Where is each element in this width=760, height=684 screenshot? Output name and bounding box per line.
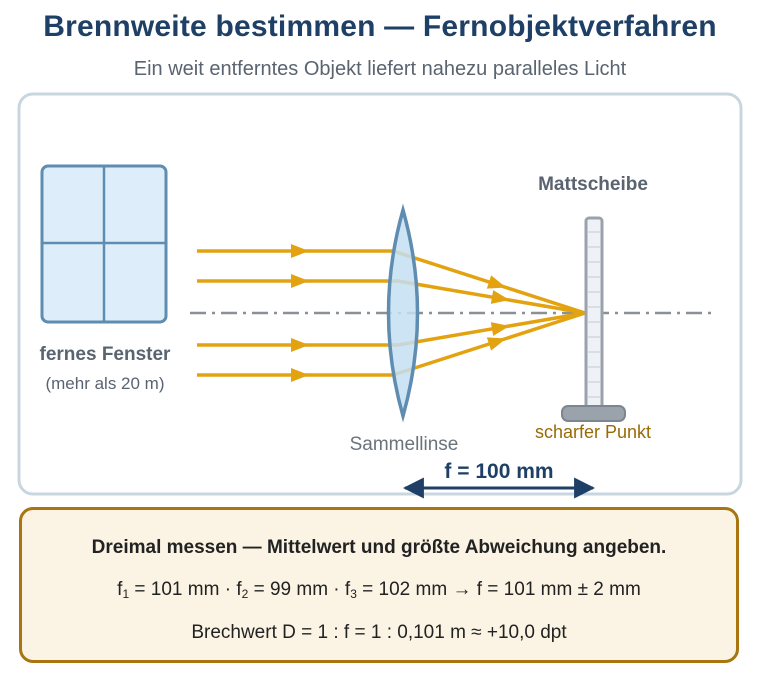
- page-title: Brennweite bestimmen — Fernobjektverfahren: [43, 10, 717, 43]
- measurement-f2: $f_2 = 99$ mm: [236, 579, 329, 601]
- focus-point-label: scharfer Punkt: [534, 422, 652, 442]
- measurement-f3: $f_3 = 102$ mm: [344, 579, 448, 601]
- measurement-info-box: [19, 507, 739, 663]
- lens-label: Sammellinse: [349, 434, 459, 455]
- screen-base: [562, 406, 625, 421]
- window-distance-label: (mehr als 20 m): [45, 374, 165, 393]
- window-label: fernes Fenster: [39, 344, 171, 365]
- measurement-result: f = 101 mm ± 2 mm: [476, 579, 641, 600]
- window-icon: [42, 166, 166, 322]
- page-subtitle: Ein weit entferntes Objekt liefert nahezu paralleles Licht: [133, 58, 627, 80]
- info-heading: Dreimal messen — Mittelwert und größte Abweichung angeben.: [91, 537, 667, 558]
- measurement-line: $f_1 = 101$ mm · $f_2 = 99$ mm · $f_3 = 102$ mm → f = 101 mm ± 2 mm: [117, 579, 641, 601]
- measurement-f1: $f_1 = 101$ mm: [117, 579, 220, 601]
- refractive-power-line: Brechwert D = 1 : f = 1 : 0,101 m ≈ +10,0 dpt: [191, 622, 567, 643]
- screen-label: Mattscheibe: [538, 174, 648, 195]
- focal-length-label: f = 100 mm: [444, 460, 554, 483]
